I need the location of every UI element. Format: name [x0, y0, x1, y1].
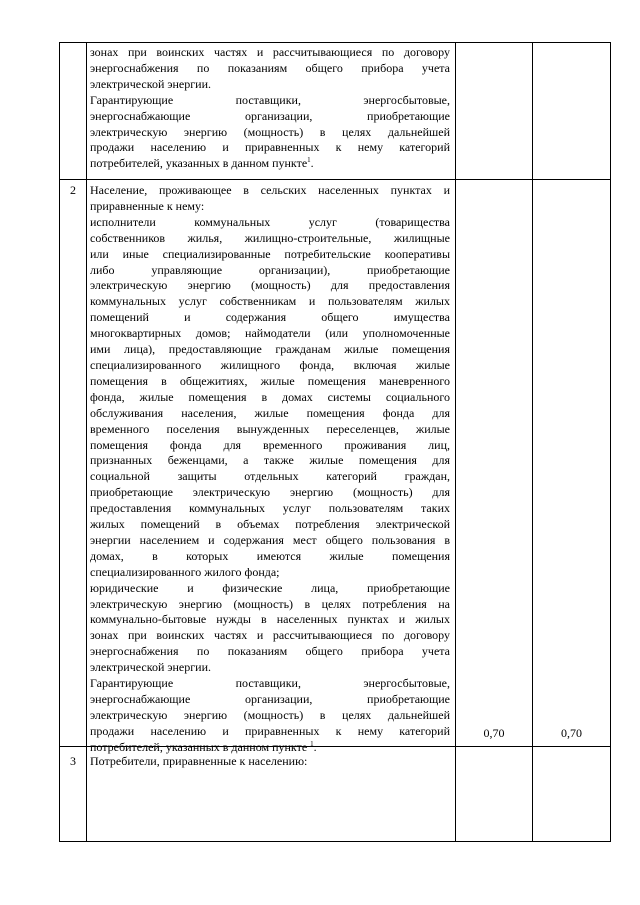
row-text-line: социальной защиты отдельных категорий граждан,: [90, 469, 450, 484]
row-value-2: 0,70: [561, 726, 582, 740]
row-text-line: продажи населению и приравненных к нему категорий: [90, 140, 450, 155]
row-text-line: помещения в общежитиях, жилые помещения маневренного: [90, 373, 450, 388]
row-text-line: электрической энергии.: [90, 660, 212, 675]
row-text-line: специализированного жилого фонда;: [90, 564, 280, 579]
row-text-line: потребителей, указанных в данном пункте$^1$.: [90, 156, 314, 171]
row-text-line: Население, проживающее в сельских населенных пунктах и: [90, 183, 450, 197]
row-text-line: специализированного жилищного фонда, включая жилые: [90, 357, 450, 372]
row-text-line: временного поселения вынужденных переселенцев, жилые: [90, 421, 450, 436]
row-text-line: электрическую энергию (мощность) в целях потребления на: [90, 596, 450, 611]
row-description: [90, 183, 450, 756]
row-text-line: Гарантирующие поставщики, энергосбытовые,: [90, 676, 450, 691]
row-text-line: жилых помещений в объемах потребления электрической: [90, 517, 450, 532]
row-text-last: потребителей, указанных в данном пункте: [90, 739, 308, 754]
row-text-line: продажи населению и приравненных к нему категорий: [90, 723, 450, 738]
row-text-line: многоквартирных домов; наймодатели (или уполномоченные: [90, 326, 450, 341]
row-text-line: или иные специализированные потребительские кооперативы: [90, 246, 450, 261]
row-text-line: признанных беженцами, а также жилые помещения для: [90, 453, 450, 468]
table-rule-col3: [455, 42, 456, 842]
table-rule-col4: [532, 42, 533, 842]
row-description: [90, 754, 450, 770]
row-text-line: коммунальных услуг собственникам и пользователям жилых: [90, 294, 450, 309]
table-rule-bottom: [59, 841, 611, 842]
row-text-line: потребителей, указанных в данном пункте $^1$.: [90, 739, 317, 754]
row-text-line: энергоснабжения по показаниям общего прибора учета: [90, 644, 450, 659]
table-rule-top: [59, 42, 611, 43]
row-text-line: зонах при воинских частях и рассчитывающиеся по договору: [90, 628, 450, 643]
table-rule-row2: [59, 179, 611, 180]
row-value-1: 0,70: [483, 726, 505, 740]
row-text-line: приобретающие электрическую энергию (мощность) для: [90, 485, 450, 500]
footnote-marker: 1: [307, 156, 311, 165]
table-rule-left: [59, 42, 60, 842]
row-text-line: домах, в которых имеются жилые помещения: [90, 548, 450, 563]
row-text-line: Гарантирующие поставщики, энергосбытовые,: [90, 92, 450, 107]
row-text-line: приравненные к нему:: [90, 198, 205, 213]
row-text-line: Потребители, приравненные к населению:: [90, 754, 308, 768]
row-number: 2: [70, 183, 76, 197]
row-text-last: потребителей, указанных в данном пункте: [90, 156, 308, 171]
row-text-line: электрической энергии.: [90, 76, 212, 91]
row-text-line: электрическую энергию (мощность) в целях дальнейшей: [90, 707, 450, 722]
row-text-line: энергии населением и содержания мест общего пользования в: [90, 532, 450, 547]
row-text-line: зонах при воинских частях и рассчитывающиеся по договору: [90, 45, 450, 59]
row-text-line: энергоснабжающие организации, приобретающие: [90, 108, 450, 123]
row-description: [90, 45, 450, 172]
row-text-line: электрическую энергию (мощность) для предоставления: [90, 278, 450, 293]
row-text-line: фонда, жилые помещения в домах системы социального: [90, 389, 450, 404]
row-text-line: исполнители коммунальных услуг (товарищества: [90, 214, 450, 229]
table-rule-col2: [86, 42, 87, 842]
row-text-line: помещений и содержания общего имущества: [90, 310, 450, 325]
table-rule-right: [610, 42, 611, 842]
row-text-line: либо управляющие организации), приобретающие: [90, 262, 450, 277]
footnote-marker: 1: [310, 739, 314, 748]
row-text-line: помещения фонда для временного проживания лиц,: [90, 437, 450, 452]
row-text-line: энергоснабжения по показаниям общего прибора учета: [90, 60, 450, 75]
row-text-line: ими лица), предоставляющие гражданам жилые помещения: [90, 342, 450, 357]
row-text-line: электрическую энергию (мощность) в целях дальнейшей: [90, 124, 450, 139]
row-text-line: энергоснабжающие организации, приобретающие: [90, 692, 450, 706]
row-text-line: коммунально-бытовые нужды в населенных пунктах и жилых: [90, 612, 450, 627]
row-number: 3: [70, 754, 76, 768]
row-text-line: собственников жилья, жилищно-строительные, жилищные: [90, 230, 450, 245]
row-text-line: юридические и физические лица, приобретающие: [90, 580, 450, 595]
row-text-line: обслуживания населения, жилые помещения фонда для: [90, 405, 450, 420]
row-text-line: предоставления коммунальных услуг пользователям таких: [90, 501, 450, 516]
